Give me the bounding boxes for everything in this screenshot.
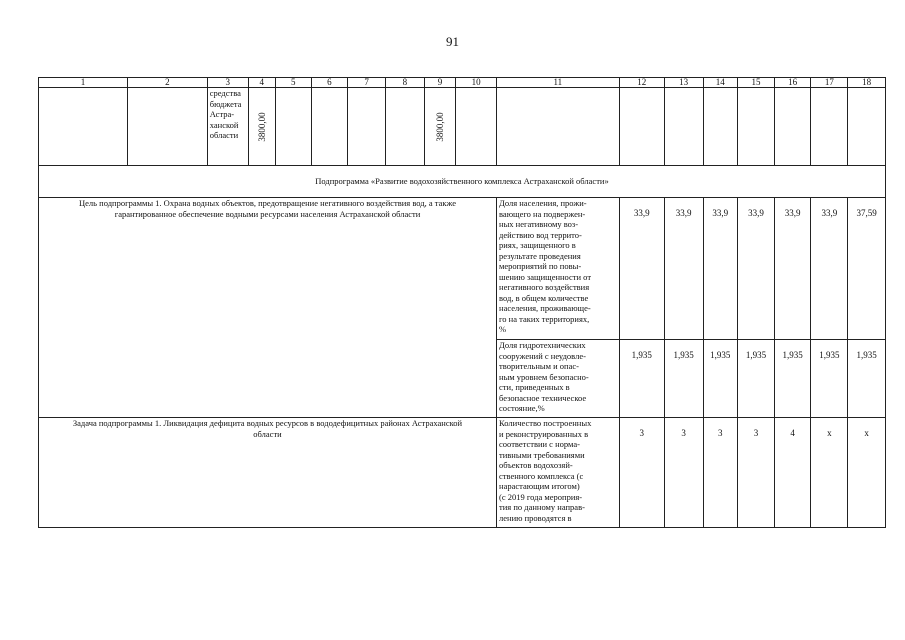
indicator-line: лению проводятся в [499, 512, 572, 523]
value-cell: 3 [619, 418, 664, 528]
empty-cell [848, 88, 886, 166]
amount-value: 3800,00 [256, 111, 267, 142]
value-cell: 1,935 [664, 340, 703, 418]
amount-cell-col4 [248, 88, 275, 166]
value-cell: x [811, 418, 848, 528]
indicator-line: тия по данному направ- [499, 502, 585, 512]
header-cell: 8 [385, 78, 424, 88]
value-cell: 4 [774, 418, 811, 528]
goal-indicator-row-1 [39, 198, 886, 340]
indicator-cell [497, 340, 620, 418]
value-cell: 1,935 [738, 340, 775, 418]
source-line: области [209, 130, 239, 140]
indicator-line: нарастающим итогом) [499, 481, 580, 491]
indicator-line: ственного комплекса (с [499, 470, 584, 481]
empty-cell [39, 88, 128, 166]
header-cell: 3 [207, 78, 248, 88]
value-cell: 33,9 [619, 198, 664, 340]
indicator-line: Доля гидротехнических [499, 340, 586, 350]
header-cell: 16 [774, 78, 811, 88]
funding-source-cell [207, 88, 248, 166]
value-cell: 3 [738, 418, 775, 528]
header-cell: 4 [248, 78, 275, 88]
source-line: Астра- [209, 109, 235, 119]
subprogram-title: Подпрограмма «Развитие водохозяйственного комплекса Астраханской области» [39, 166, 886, 198]
header-cell: 17 [811, 78, 848, 88]
task-text-line: области [253, 428, 282, 439]
indicator-line: (с 2019 года мероприя- [499, 491, 583, 502]
amount-cell-col9 [424, 88, 455, 166]
empty-cell [703, 88, 738, 166]
page-number: 91 [446, 34, 459, 49]
header-cell: 1 [39, 78, 128, 88]
empty-cell [275, 88, 311, 166]
indicator-line: риях, защищенного в [499, 240, 576, 250]
empty-cell [619, 88, 664, 166]
indicator-line: действию вод террито- [499, 229, 582, 240]
indicator-line: соответствии с норма- [499, 439, 580, 449]
header-cell: 6 [311, 78, 348, 88]
indicator-line: вод, в общем количестве [499, 292, 589, 303]
header-cell: 15 [738, 78, 775, 88]
source-line: ханской [209, 119, 239, 130]
value-cell: 1,935 [774, 340, 811, 418]
empty-cell [664, 88, 703, 166]
indicator-line: населения, проживающе- [499, 303, 591, 313]
indicator-line: творительным и опас- [499, 361, 579, 371]
source-line: бюджета [209, 98, 242, 109]
value-cell: 1,935 [811, 340, 848, 418]
indicator-line: состояние,% [499, 403, 545, 413]
indicator-line: тивными требованиями [499, 449, 585, 460]
indicator-line: результате проведения [499, 250, 581, 261]
indicator-line: сти, приведенных в [499, 382, 570, 392]
value-cell: 1,935 [703, 340, 738, 418]
header-cell: 9 [424, 78, 455, 88]
empty-cell [456, 88, 497, 166]
header-cell: 13 [664, 78, 703, 88]
header-cell: 18 [848, 78, 886, 88]
indicator-line: мероприятий по повы- [499, 261, 582, 271]
goal-text-cell [39, 198, 497, 418]
header-cell: 2 [128, 78, 208, 88]
indicator-line: негативного воздействия [499, 282, 590, 292]
empty-cell [311, 88, 348, 166]
value-cell: 37,59 [848, 198, 886, 340]
header-cell: 14 [703, 78, 738, 88]
indicator-line: шению защищенности от [499, 271, 592, 282]
empty-cell [128, 88, 208, 166]
value-cell: 3 [703, 418, 738, 528]
program-table [38, 77, 886, 528]
task-row [39, 418, 886, 528]
value-cell: 33,9 [738, 198, 775, 340]
indicator-line: ных негативному воз- [499, 219, 579, 229]
column-number-row [39, 78, 886, 88]
indicator-cell [497, 198, 620, 340]
indicator-line: безопасное техническое [499, 392, 587, 403]
subprogram-row [39, 166, 886, 198]
indicator-line: объектов водохозяй- [499, 460, 573, 470]
indicator-line: Количество построенных [499, 418, 592, 428]
indicator-line: вающего на подвержен- [499, 208, 586, 219]
header-cell: 12 [619, 78, 664, 88]
header-cell: 11 [497, 78, 620, 88]
indicator-line: го на таких территориях, [499, 313, 590, 324]
empty-cell [348, 88, 386, 166]
source-line: средства [209, 88, 241, 98]
indicator-line: ным уровнем безопасно- [499, 371, 589, 382]
amount-value: 3800,00 [434, 111, 445, 142]
empty-cell [738, 88, 775, 166]
value-cell: 3 [664, 418, 703, 528]
value-cell: 33,9 [774, 198, 811, 340]
value-cell: 33,9 [703, 198, 738, 340]
header-cell: 5 [275, 78, 311, 88]
value-cell: 1,935 [619, 340, 664, 418]
indicator-line: сооружений с неудовле- [499, 350, 586, 361]
indicator-cell [497, 418, 620, 528]
task-text-cell [39, 418, 497, 528]
goal-text-line: Цель подпрограммы 1. Охрана водных объектов, предотвращение негативного воздействия вод, а также [79, 198, 457, 208]
empty-cell [385, 88, 424, 166]
indicator-line: % [499, 324, 507, 334]
budget-row [39, 88, 886, 166]
empty-cell [497, 88, 620, 166]
header-cell: 10 [456, 78, 497, 88]
value-cell: 33,9 [664, 198, 703, 340]
indicator-line: Доля населения, прожи- [499, 198, 587, 208]
goal-text-line: гарантированное обеспечение водными ресурсами населения Астраханской области [114, 208, 421, 219]
empty-cell [774, 88, 811, 166]
value-cell: 1,935 [848, 340, 886, 418]
header-cell: 7 [348, 78, 386, 88]
value-cell: 33,9 [811, 198, 848, 340]
empty-cell [811, 88, 848, 166]
indicator-line: и реконструированных в [499, 428, 589, 439]
value-cell: x [848, 418, 886, 528]
task-text-line: Задача подпрограммы 1. Ликвидация дефицита водных ресурсов в вододефицитных районах Астраханской [72, 418, 463, 428]
